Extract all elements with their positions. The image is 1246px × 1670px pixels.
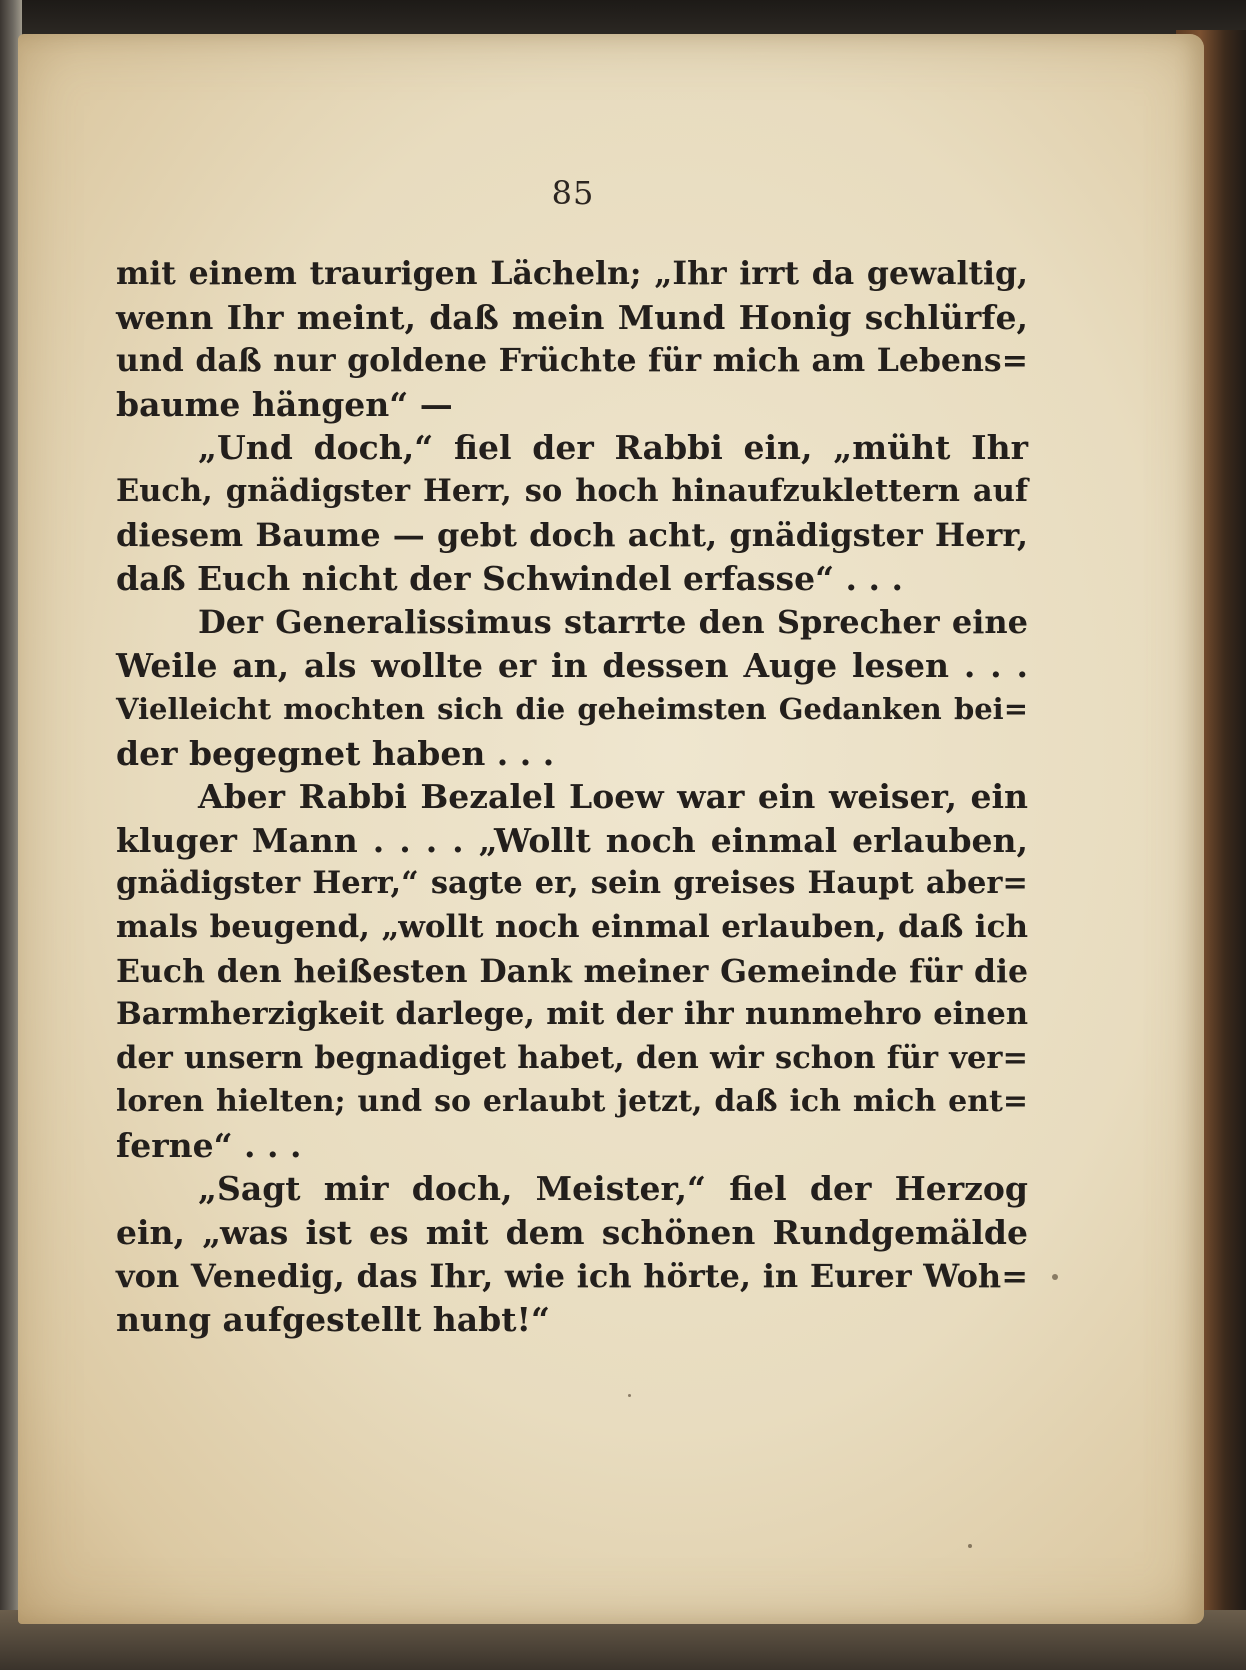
text-line: baume hängen“ — <box>116 384 453 424</box>
page-text <box>116 252 1028 1342</box>
text-line: mit einem traurigen Lächeln; „Ihr irrt da gewaltig, <box>116 255 1028 292</box>
text-line: Vielleicht mochten sich die geheimsten Gedanken bei= <box>116 691 1028 726</box>
text-line: loren hielten; und so erlaubt jetzt, daß ich mich ent= <box>116 1084 1028 1120</box>
paper-spot <box>968 1544 972 1548</box>
text-line: Der Generalissimus starrte den Sprecher eine <box>198 602 1028 641</box>
text-line: diesem Baume — gebt doch acht, gnädigster Herr, <box>116 515 1028 554</box>
text-line: ferne“ . . . <box>116 1125 302 1165</box>
text-line: Weile an, als wollte er in dessen Auge lesen . . . <box>116 646 1028 686</box>
paper-spot <box>628 1394 631 1397</box>
page-number: 85 <box>551 174 595 212</box>
text-line: mals beugend, „wollt noch einmal erlauben, daß ich <box>116 908 1028 945</box>
text-line: Barmherzigkeit darlege, mit der ihr nunmehro einen <box>116 996 1028 1033</box>
text-line: daß Euch nicht der Schwindel erfasse“ . . . <box>116 559 904 599</box>
text-line: Aber Rabbi Bezalel Loew war ein weiser, ein <box>198 777 1028 817</box>
text-line: ein, „was ist es mit dem schönen Rundgemälde <box>116 1213 1028 1253</box>
text-line: Euch, gnädigster Herr, so hoch hinaufzuklettern auf <box>116 472 1028 509</box>
text-line: der begegnet haben . . . <box>116 733 555 773</box>
paper-spot <box>1052 1274 1058 1280</box>
text-line: Euch den heißesten Dank meiner Gemeinde für die <box>116 952 1028 990</box>
text-line: wenn Ihr meint, daß mein Mund Honig schlürfe, <box>116 297 1028 337</box>
text-line: der unsern begnadiget habet, den wir schon für ver= <box>116 1039 1028 1076</box>
book-page <box>18 34 1204 1624</box>
text-line: gnädigster Herr,“ sagte er, sein greises Haupt aber= <box>116 865 1028 902</box>
text-line: „Sagt mir doch, Meister,“ fiel der Herzog <box>198 1169 1028 1209</box>
text-line: „Und doch,“ fiel der Rabbi ein, „müht Ihr <box>198 428 1028 468</box>
text-line: nung aufgestellt habt!“ <box>116 1300 550 1340</box>
text-line: kluger Mann . . . . „Wollt noch einmal erlauben, <box>116 820 1028 860</box>
text-line: von Venedig, das Ihr, wie ich hörte, in Eurer Woh= <box>116 1256 1028 1295</box>
text-line: und daß nur goldene Früchte für mich am Lebens= <box>116 342 1028 380</box>
